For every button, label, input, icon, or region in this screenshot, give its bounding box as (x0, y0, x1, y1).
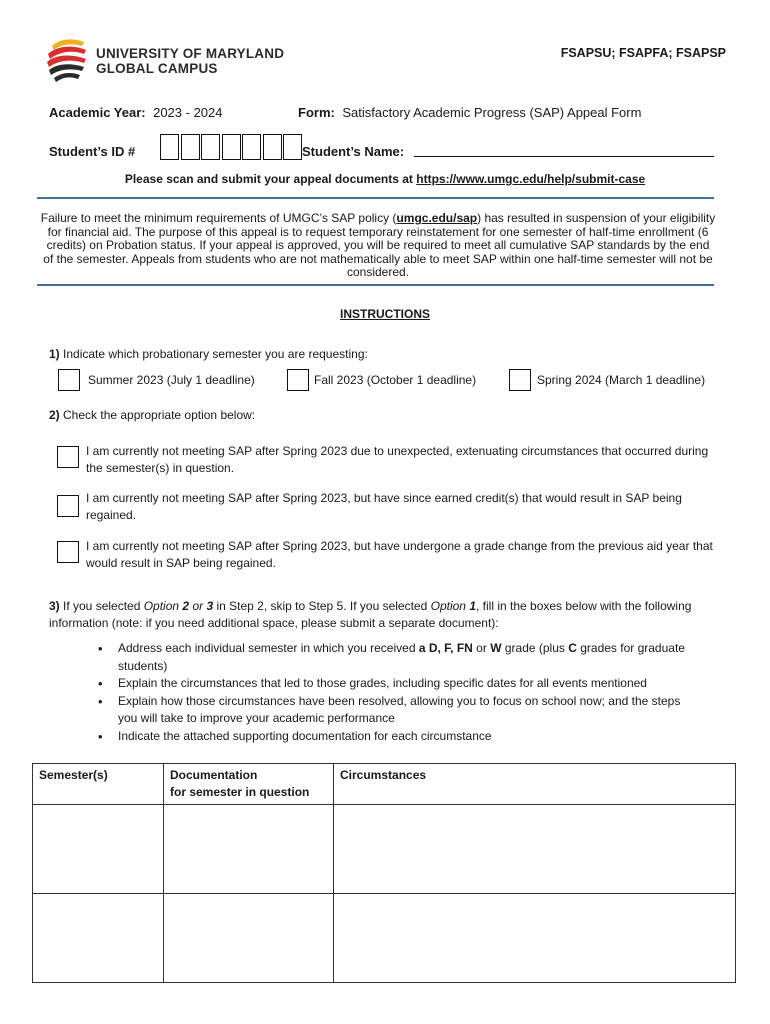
instructions-heading: INSTRUCTIONS (340, 307, 430, 321)
step-3-text-d: in Step 2, skip to Step 5. If you selected (213, 599, 431, 613)
intro-text-2: ) has resulted in suspension of your eligibility for financial aid. The purpose of this appeal is to request temporary reinstatement for one semester of half-time enrollment (6 credits) on Probation status. If your appeal is approved, you will be required to meet all cumulative SAP standards by the end of the semester. Appeals from students who are not mathematically able to meet SAP within one half-time semester will not be considered. (43, 211, 716, 280)
umgc-logo-mark-icon (46, 36, 90, 86)
col-circumstances-header: Circumstances (334, 764, 736, 805)
academic-year-field (49, 105, 223, 120)
bullet-1-grade-w: W (490, 641, 502, 655)
bullet-item-1 (92, 640, 692, 675)
col-documentation-line-1: Documentation (170, 768, 258, 782)
student-id-digit-box[interactable] (242, 134, 261, 160)
umgc-logo (46, 36, 286, 86)
student-id-digit-box[interactable] (181, 134, 200, 160)
table-row (33, 805, 736, 894)
documentation-cell[interactable] (164, 805, 334, 894)
col-documentation-header (164, 764, 334, 805)
bullet-item-3: • Explain how those circumstances have been resolved, allowing you to focus on school now; and the steps you will take to improve your academic performance (92, 693, 692, 728)
option-3-label: I am currently not meeting SAP after Spring 2023, but have undergone a grade change from the previous aid year that would result in SAP being regained. (86, 539, 713, 570)
bullet-1-grade-c: C (568, 641, 577, 655)
student-id-digit-box[interactable] (201, 134, 220, 160)
form-codes: FSAPSU; FSAPFA; FSAPSP (560, 46, 726, 60)
student-id-boxes[interactable] (160, 134, 304, 162)
logo-line-2: GLOBAL CAMPUS (96, 61, 218, 76)
bullet-item-2: • Explain the circumstances that led to those grades, including specific dates for all events mentioned (92, 675, 692, 693)
step-3-text-e: Option (430, 599, 470, 613)
semester-cell[interactable] (33, 805, 164, 894)
col-semester-header: Semester(s) (33, 764, 164, 805)
semester-cell[interactable] (33, 894, 164, 983)
step-3-text-b: Option (143, 599, 183, 613)
step-1-number: 1) (49, 347, 60, 361)
step-1-text: Indicate which probationary semester you are requesting: (59, 347, 368, 361)
step-2-text: Check the appropriate option below: (59, 408, 256, 422)
student-id-label: Student’s ID # (49, 144, 136, 159)
table-header-row (33, 764, 736, 805)
student-id-digit-box[interactable] (263, 134, 282, 160)
step-2-prompt (49, 408, 255, 422)
semester-table (32, 763, 736, 983)
fall-2023-label: Fall 2023 (October 1 deadline) (314, 373, 477, 387)
option-1-label: I am currently not meeting SAP after Spring 2023 due to unexpected, extenuating circumstances that occurred during the semester(s) in question. (86, 444, 709, 475)
option-3-checkbox[interactable] (57, 541, 79, 563)
step-3-bullet-list (92, 640, 692, 745)
spring-2024-label: Spring 2024 (March 1 deadline) (537, 373, 706, 387)
step-3-option-3: 3 (206, 599, 214, 613)
summer-2023-label: Summer 2023 (July 1 deadline) (88, 373, 255, 387)
step-3-text-c: or (189, 599, 207, 613)
form-name-value: Satisfactory Academic Progress (SAP) Appeal Form (342, 105, 642, 120)
bullet-1-text-b: or (472, 641, 491, 655)
documentation-cell[interactable] (164, 894, 334, 983)
circumstances-cell[interactable] (334, 805, 736, 894)
step-3-option-1: 1 (469, 599, 476, 613)
divider-top (37, 197, 714, 199)
table-row (33, 894, 736, 983)
col-documentation-line-2: for semester in question (170, 785, 310, 799)
option-2-checkbox[interactable] (57, 495, 79, 517)
logo-line-1: UNIVERSITY OF MARYLAND (96, 46, 285, 61)
academic-year-label: Academic Year: (49, 105, 146, 120)
scan-notice-text: Please scan and submit your appeal documents at (124, 172, 417, 186)
fall-2023-checkbox[interactable] (287, 369, 309, 391)
step-3-option-2: 2 (182, 599, 190, 613)
student-id-digit-box[interactable] (222, 134, 241, 160)
student-name-input-line[interactable] (414, 156, 714, 157)
form-label: Form: (298, 105, 335, 120)
step-1-prompt (49, 347, 368, 361)
step-3-number: 3) (49, 599, 60, 613)
sap-policy-link[interactable]: umgc.edu/sap (396, 211, 478, 225)
spring-2024-checkbox[interactable] (509, 369, 531, 391)
bullet-1-text-c: grade (plus (501, 641, 569, 655)
step-2-number: 2) (49, 408, 60, 422)
bullet-1-grades: a D, F, FN (418, 641, 473, 655)
intro-paragraph (40, 212, 716, 280)
form-name-field (298, 105, 641, 120)
bullet-item-4: • Indicate the attached supporting documentation for each circumstance (92, 728, 692, 746)
option-1-checkbox[interactable] (57, 446, 79, 468)
step-3-prompt (49, 598, 739, 632)
step-3-text-a: If you selected (59, 599, 144, 613)
student-id-digit-box[interactable] (283, 134, 302, 160)
step-3-text-f: , fill in the boxes below with the following information (note: if you need additional space, please submit a separate document): (49, 599, 692, 630)
academic-year-value: 2023 - 2024 (153, 105, 223, 120)
divider-bottom (37, 284, 714, 286)
student-name-label: Student’s Name: (302, 144, 405, 159)
intro-text-1: Failure to meet the minimum requirements of UMGC’s SAP policy ( (40, 211, 397, 225)
bullet-1-text-a: Address each individual semester in which you received (118, 641, 419, 655)
circumstances-cell[interactable] (334, 894, 736, 983)
summer-2023-checkbox[interactable] (58, 369, 80, 391)
scan-notice (0, 172, 770, 186)
student-id-digit-box[interactable] (160, 134, 179, 160)
submit-case-link[interactable]: https://www.umgc.edu/help/submit-case (416, 172, 646, 186)
bullet-1-text-d: grades for graduate students) (118, 641, 685, 673)
option-2-label: I am currently not meeting SAP after Spring 2023, but have since earned credit(s) that would result in SAP being regained. (86, 491, 682, 522)
